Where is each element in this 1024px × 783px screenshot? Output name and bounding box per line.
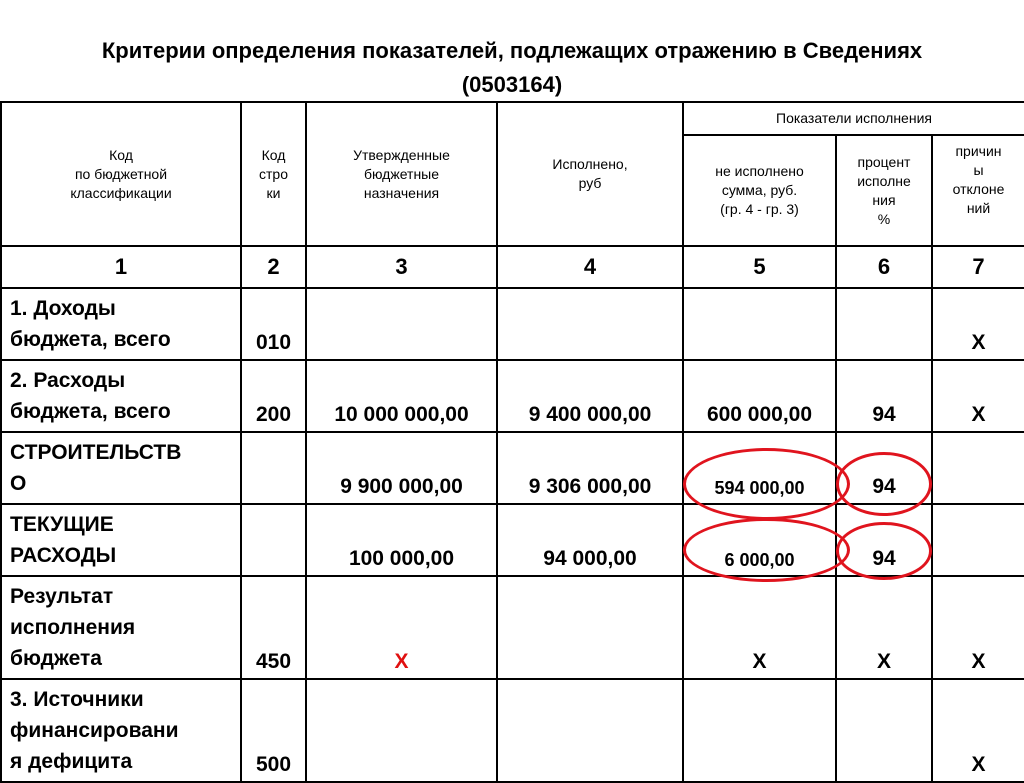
header-col2 <box>241 102 306 246</box>
header-col4-line: Исполнено, <box>552 156 628 172</box>
header-col6-line: % <box>877 210 891 227</box>
unexecuted-value: 6 000,00 <box>724 550 795 570</box>
row-label-line: Результат <box>10 585 114 608</box>
row-code: 010 <box>241 288 306 360</box>
row-code <box>241 504 306 576</box>
row-label <box>1 679 241 782</box>
header-col4-line: руб <box>578 175 602 191</box>
percent-cell: 94 <box>836 504 932 576</box>
header-col5-line: (гр. 4 - гр. 3) <box>720 201 799 217</box>
header-col1 <box>1 102 241 246</box>
row-label <box>1 504 241 576</box>
row-code: 200 <box>241 360 306 432</box>
header-col5-line: сумма, руб. <box>721 182 798 198</box>
row-label-line: бюджета <box>10 647 102 670</box>
column-number: 7 <box>932 246 1024 288</box>
row-label-line: 3. Источники <box>10 688 144 711</box>
approved-cell: 10 000 000,00 <box>306 360 497 432</box>
header-col1-line: классификации <box>70 184 172 201</box>
unexecuted-cell <box>683 288 836 360</box>
header-col2-line: ки <box>266 184 281 201</box>
header-col5-line: не исполнено <box>715 163 804 179</box>
approved-cell <box>306 679 497 782</box>
percent-cell <box>836 288 932 360</box>
header-col6-line: ния <box>872 191 896 208</box>
executed-cell <box>497 576 683 679</box>
header-col7-line: ний <box>966 200 991 216</box>
header-col3-line: Утвержденные <box>353 146 450 163</box>
table-row <box>1 432 1024 504</box>
reasons-cell: Х <box>932 360 1024 432</box>
page-title <box>0 34 1024 102</box>
header-col5 <box>683 135 836 246</box>
row-label <box>1 288 241 360</box>
unexecuted-cell: Х <box>683 576 836 679</box>
unexecuted-value: 594 000,00 <box>714 478 805 498</box>
executed-cell <box>497 288 683 360</box>
header-col6-line: процент <box>857 153 911 170</box>
column-number: 5 <box>683 246 836 288</box>
header-row-1 <box>1 102 1024 135</box>
approved-cell: 100 000,00 <box>306 504 497 576</box>
criteria-table <box>0 101 1024 783</box>
header-col7-line: отклоне <box>952 181 1005 197</box>
approved-cell <box>306 288 497 360</box>
header-col2-line: Код <box>261 146 286 163</box>
row-label-line: 1. Доходы <box>10 297 116 320</box>
column-number: 3 <box>306 246 497 288</box>
table-row <box>1 288 1024 360</box>
row-label-line: финансировани <box>10 719 179 742</box>
row-label-line: СТРОИТЕЛЬСТВ <box>10 441 182 464</box>
title-line-1: Критерии определения показателей, подлежащих отражению в Сведениях <box>101 38 923 63</box>
row-label-line: я дефицита <box>10 750 133 773</box>
header-col7-line: причин <box>955 143 1002 159</box>
approved-cell: 9 900 000,00 <box>306 432 497 504</box>
row-label-line: исполнения <box>10 616 136 639</box>
header-col3-line: назначения <box>363 184 440 201</box>
row-code <box>241 432 306 504</box>
reasons-cell: Х <box>932 576 1024 679</box>
column-number-row <box>1 246 1024 288</box>
table-row <box>1 360 1024 432</box>
table-row <box>1 504 1024 576</box>
row-label-line: бюджета, всего <box>10 328 171 351</box>
column-number: 2 <box>241 246 306 288</box>
header-col7 <box>932 135 1024 246</box>
header-col4 <box>497 102 683 246</box>
executed-cell: 9 306 000,00 <box>497 432 683 504</box>
unexecuted-cell <box>683 504 836 576</box>
unexecuted-cell <box>683 679 836 782</box>
header-col3 <box>306 102 497 246</box>
header-col6 <box>836 135 932 246</box>
row-label-line: О <box>10 472 27 495</box>
row-label-line: бюджета, всего <box>10 400 171 423</box>
table-row <box>1 679 1024 782</box>
header-col6-line: исполне <box>857 172 911 189</box>
header-col1-line: Код <box>109 146 133 163</box>
title-line-2: (0503164) <box>461 72 563 97</box>
executed-cell <box>497 679 683 782</box>
column-number: 6 <box>836 246 932 288</box>
table-row <box>1 576 1024 679</box>
row-code: 500 <box>241 679 306 782</box>
percent-cell: Х <box>836 576 932 679</box>
executed-cell: 9 400 000,00 <box>497 360 683 432</box>
reasons-cell: Х <box>932 288 1024 360</box>
percent-cell <box>836 679 932 782</box>
row-label <box>1 432 241 504</box>
approved-cell: Х <box>306 576 497 679</box>
row-label-line: ТЕКУЩИЕ <box>10 513 114 536</box>
row-label-line: РАСХОДЫ <box>10 544 117 567</box>
column-number: 1 <box>1 246 241 288</box>
header-col3-line: бюджетные <box>363 165 440 182</box>
row-label <box>1 576 241 679</box>
executed-cell: 94 000,00 <box>497 504 683 576</box>
header-col1-line: по бюджетной <box>74 165 168 182</box>
percent-cell: 94 <box>836 432 932 504</box>
percent-cell: 94 <box>836 360 932 432</box>
unexecuted-cell <box>683 432 836 504</box>
row-label-line: 2. Расходы <box>10 369 126 392</box>
row-label <box>1 360 241 432</box>
header-col2-line: стро <box>259 165 288 182</box>
unexecuted-cell: 600 000,00 <box>683 360 836 432</box>
reasons-cell <box>932 432 1024 504</box>
row-code: 450 <box>241 576 306 679</box>
reasons-cell <box>932 504 1024 576</box>
column-number: 4 <box>497 246 683 288</box>
header-group: Показатели исполнения <box>683 102 1024 135</box>
reasons-cell: Х <box>932 679 1024 782</box>
header-col7-line: ы <box>973 162 984 178</box>
